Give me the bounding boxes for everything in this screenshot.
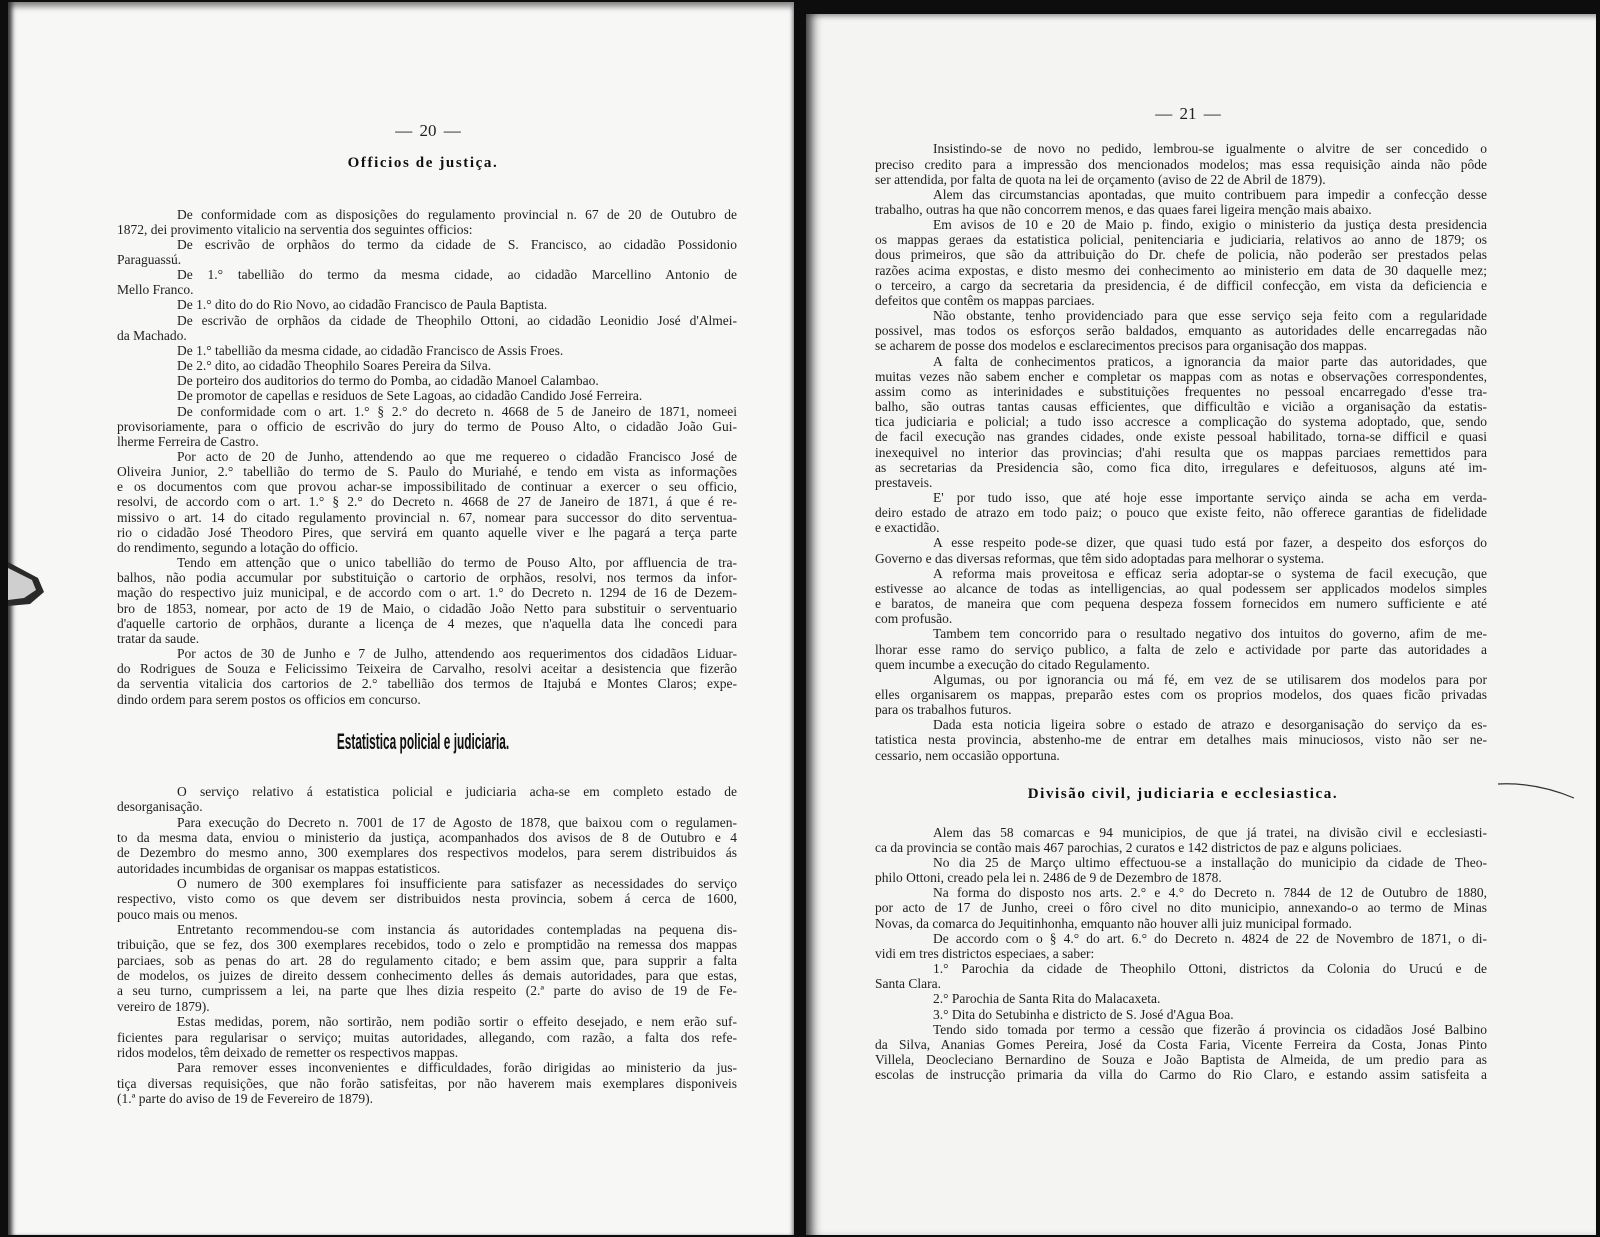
text-line: dous primeiros, que são da attribuição do Dr. chefe de policia, não poderão ser prestados pelas [875, 247, 1487, 263]
text-line: por acto de 17 de Junho, creei o fôro civel no dito municipio, annexando-o ao termo de Minas [875, 900, 1487, 916]
paragraph [117, 207, 737, 237]
section-body [117, 207, 737, 707]
text-line: quem incumbe a execução do citado Regulamento. [875, 656, 1150, 672]
paragraph [875, 354, 1487, 490]
text-line: De conformidade com o art. 1.° § 2.° do decreto n. 4668 de 5 de Janeiro de 1871, nomeei [177, 403, 737, 419]
paragraph [117, 343, 737, 358]
text-line: 3.° Dita do Setubinha e districto de S. José d'Agua Boa. [933, 1006, 1234, 1022]
text-line: balho, são outras tantas causas efficientes, que difficultão e vicião a organisação da estatis- [875, 399, 1487, 415]
text-line: os mappas geraes da estatistica policial, penitenciaria e judiciaria, relativos ao anno de 1879; os [875, 232, 1487, 248]
left-page [8, 2, 794, 1235]
paragraph [875, 672, 1487, 717]
paragraph [117, 876, 737, 922]
text-line: d'aquelle cartorio de orphãos, durante a licença de 4 mezes, que n'aquella data lhe concedi para [117, 615, 737, 631]
text-line: tratar da saude. [117, 630, 200, 646]
text-line: parciaes, sob as penas do art. 28 do regulamento citado; e bem assim que, para supprir a falta [117, 952, 737, 968]
text-line: balhos, não podia accumular por substituição o cartorio de orphãos, resolvi, nos termos da infor- [117, 570, 737, 586]
paragraph [875, 490, 1487, 535]
paragraph [117, 815, 737, 876]
text-line: De 1.° tabellião da mesma cidade, ao cidadão Francisco de Assis Froes. [177, 342, 564, 358]
text-line: De accordo com o § 4.° do art. 6.° do Decreto n. 4824 de 22 de Novembro de 1871, o di- [933, 930, 1487, 946]
paragraph [875, 855, 1487, 885]
text-line: De porteiro dos auditorios do termo do Pomba, ao cidadão Manoel Calambao. [177, 373, 599, 389]
paragraph [117, 297, 737, 312]
text-line: missivo o art. 14 do citado regulamento provincial n. 67, nomear para successor do dito serventua- [117, 509, 737, 525]
text-line: Para execução do Decreto n. 7001 de 17 de Agosto de 1878, que baixou com o regulamen- [177, 814, 737, 830]
text-line: cessario, nem occasião opportuna. [875, 747, 1060, 763]
paragraph [117, 922, 737, 1014]
text-line: De promotor de capellas e residuos de Sete Lagoas, ao cidadão Candido José Ferreira. [177, 388, 643, 404]
text-line: tiça diversas requisições, que não forão satisfeitas, por não haverem mais exemplares disponiveis [117, 1075, 737, 1091]
text-line: Estas medidas, porem, não sortirão, nem podião sortir o effeito desejado, e nem erão suf- [177, 1014, 737, 1030]
text-line: lherme Ferreira de Castro. [117, 433, 259, 449]
paragraph [117, 388, 737, 403]
text-line: desorganisação. [117, 799, 203, 815]
text-line: Por actos de 30 de Junho e 7 de Julho, attendendo aos requerimentos dos cidadãos Liduar- [177, 646, 737, 662]
text-line: rio o cidadão José Theodoro Pires, que servirá em quanto aquelle viver e lhe pagará a terça parte [117, 524, 737, 540]
text-line: De 1.° dito do do Rio Novo, ao cidadão Francisco de Paula Baptista. [177, 297, 548, 313]
text-line: De 2.° dito, ao cidadão Theophilo Soares Pereira da Silva. [177, 358, 492, 374]
paragraph [117, 784, 737, 815]
text-line: No dia 25 de Março ultimo effectuou-se a installação do municipio da cidade de Theo- [933, 855, 1487, 870]
text-line: lhorar esse ramo do serviço publico, a falta de zelo e actividade por parte das autoridades a [875, 641, 1487, 657]
text-line: De escrivão de orphãos da cidade de Theophilo Ottoni, ao cidadão Leonidio José d'Almei- [177, 312, 737, 328]
text-line: vereiro de 1879). [117, 998, 210, 1014]
section-heading: Divisão civil, judiciaria e ecclesiastica. [1027, 785, 1339, 802]
text-line: tribuição, que se fez, dos 300 exemplares recebidos, todo o zelo e promptidão na remessa dos mappas [117, 937, 737, 953]
text-line: Santa Clara. [875, 976, 941, 992]
text-line: Tendo em attenção que o unico tabellião do termo de Pouso Alto, por affluencia de tra- [177, 555, 737, 571]
text-line: dindo ordem para serem postos os officios em concurso. [117, 691, 421, 707]
text-line: Algumas, ou por ignorancia ou má fé, em vez de se utilisarem dos modelos para por [933, 671, 1487, 687]
paragraph [875, 931, 1487, 961]
text-line: pouco mais ou menos. [117, 906, 238, 922]
paragraph [117, 449, 737, 555]
text-line: de modelos, os juizes de direito dessem conhecimento delles ás demais autoridades, para que estas, [117, 968, 737, 984]
text-line: prestaveis. [875, 474, 933, 490]
text-line: muitas vezes não sabem encher e completar os mappas com as notas e observações correspondentes, [875, 368, 1487, 384]
text-line: (1.ª parte do aviso de 19 de Fevereiro de 1879). [117, 1090, 374, 1106]
text-line: Paraguassú. [117, 251, 182, 267]
paragraph [875, 1022, 1487, 1083]
text-line: Dada esta noticia ligeira sobre o estado de atrazo e desorganisação do serviço da es- [933, 717, 1487, 733]
text-line: Oliveira Junior, 2.° tabellião do termo de S. Paulo do Muriahé, e tendo em vista as informações [117, 464, 737, 480]
text-line: deiro estado de atrazo em todo paiz; o pouco que existe feito, não offerece garantias de fidelidade [875, 505, 1487, 521]
paragraph [117, 358, 737, 373]
right-page [806, 14, 1596, 1235]
text-line: Insistindo-se de novo no pedido, lembrou-se igualmente o alvitre de ser concedido o [933, 141, 1487, 157]
text-line: provisoriamente, para o officio de escrivão do jury do termo de Pouso Alto, o cidadão João Gui- [117, 418, 737, 434]
paragraph [117, 313, 737, 343]
text-line: Villela, Deocleciano Bernardino de Souza e João Baptista de Almeida, de um predio para as [875, 1052, 1487, 1068]
paragraph [875, 885, 1487, 930]
text-line: se acharem de posse dos modelos e esclarecimentos precisos para organisação dos mappas. [875, 338, 1367, 354]
text-line: preciso credito para a impressão dos mencionados modelos; mas essa requisição ainda não pôde [875, 156, 1487, 172]
paragraph [117, 646, 737, 707]
text-line: ficientes para regularisar o serviço; muitas autoridades, allegando, com razão, a falta dos refe- [117, 1029, 737, 1045]
text-line: e exactidão. [875, 520, 940, 536]
section-body [875, 825, 1487, 1083]
text-line: razões acima expostas, e disto mesmo dei conhecimento ao ministerio em data de 30 daquelle mez; [875, 262, 1487, 278]
text-line: respectivo, visto como os que devem ser distribuidos nesta provincia, sobem á cerca de 1600, [117, 891, 737, 907]
paragraph [875, 566, 1487, 627]
text-line: 1.° Parochia da cidade de Theophilo Ottoni, districtos da Colonia do Urucú e de [933, 961, 1487, 977]
paragraph [875, 535, 1487, 565]
text-line: possivel, mas todos os esforços serão baldados, emquanto as autoridades delle encarregadas não [875, 323, 1487, 339]
paragraph [875, 825, 1487, 855]
page-edge-fold [8, 558, 48, 610]
text-line: ridos modelos, têm deixado de remetter os respectivos mappas. [117, 1044, 459, 1060]
text-line: A falta de conhecimentos praticos, a ignorancia da maior parte das autoridades, que [933, 353, 1487, 369]
paragraph [875, 991, 1487, 1006]
paragraph [875, 308, 1487, 353]
text-line: E' por tudo isso, que até hoje esse importante serviço ainda se acha em verda- [933, 489, 1487, 505]
page-number: — 21 — [1155, 104, 1221, 123]
text-line: resolvi, de accordo com o art. 1.° § 2.° do Decreto n. 4668 de 27 de Janeiro de 1871, á que é re- [117, 494, 737, 510]
text-line: Novas, da comarca do Jequitinhonha, emquanto não houver alli juiz municipal formado. [875, 915, 1352, 931]
paragraph [875, 217, 1487, 308]
text-line: defeitos que contêm os mappas parciaes. [875, 292, 1095, 308]
section-body [875, 141, 1487, 762]
paragraph [117, 267, 737, 297]
text-line: De escrivão de orphãos do termo da cidade de S. Francisco, ao cidadão Possidonio [177, 236, 737, 252]
paragraph [117, 1060, 737, 1106]
text-line: O numero de 300 exemplares foi insufficiente para satisfazer as necessidades do serviço [177, 876, 737, 892]
text-line: tatistica nesta provincia, abstenho-me de entrar em detalhes mais minuciosos, visto não ser ne- [875, 732, 1487, 748]
section-heading: Estatistica policial e judiciaria. [336, 728, 510, 754]
text-line: Mello Franco. [117, 282, 194, 298]
text-line: elles organisarem os mappas, preparão estes com os proprios modelos, dos quaes ficão privadas [875, 687, 1487, 703]
text-line: vidi em tres districtos especiaes, a saber: [875, 945, 1095, 961]
text-line: da Silva, Ananias Gomes Pereira, José da Costa Faria, Vicente Ferreira da Costa, Jonas Pinto [875, 1036, 1487, 1052]
text-line: estivesse ao alcance de todas as intelligencias, ao qual podessem ser applicados modelos simples [875, 580, 1487, 596]
text-line: mação do respectivo juiz municipal, e de accordo com o art. 1.° do Decreto n. 1294 de 16 de Dezem- [117, 585, 737, 601]
text-line: com profusão. [875, 611, 953, 627]
text-line: de facil execução nas grandes cidades, onde existe pessoal habilitado, torna-se difficil e quasi [875, 429, 1487, 445]
text-line: Tambem tem concorrido para o resultado negativo dos intuitos do governo, afim de me- [933, 626, 1487, 642]
paragraph [117, 404, 737, 449]
text-line: Na forma do disposto nos arts. 2.° e 4.° do Decreto n. 7844 de 12 de Outubro de 1880, [933, 885, 1487, 901]
paragraph [117, 373, 737, 388]
text-line: inexequivel no interior das provincias; d'ahi resulta que os mappas parciaes remettidos para [875, 444, 1487, 460]
page-number: — 20 — [395, 121, 461, 140]
text-line: Alem das circumstancias apontadas, que muito contribuem para impedir a confecção desse [933, 186, 1487, 202]
paragraph [875, 187, 1487, 217]
text-line: assim como as interinidades e substituições frequentes no pessoal encarregado d'esse tra- [875, 383, 1487, 399]
text-line: Tendo sido tomada por termo a cessão que fizerão á provincia os cidadãos José Balbino [933, 1021, 1487, 1037]
text-line: para os trabalhos futuros. [875, 702, 1012, 718]
paragraph [117, 1014, 737, 1060]
text-line: Para remover esses inconvenientes e difficuldades, forão dirigidas ao ministerio da jus- [177, 1060, 737, 1076]
section-body [117, 784, 737, 1106]
text-line: Governo e das diversas reformas, que têm sido adoptadas para melhorar o systema. [875, 550, 1325, 566]
text-line: ser attendida, por falta de quota na lei de orçamento (aviso de 22 de Abril de 1879). [875, 171, 1326, 187]
paragraph [875, 717, 1487, 762]
text-line: de Dezembro do mesmo anno, 300 exemplares dos respectivos modelos, para serem distribuidos ás [117, 845, 737, 861]
text-line: trabalho, outras ha que não concorrem menos, e das quaes farei ligeira menção mais abaixo. [875, 202, 1372, 218]
stray-pen-mark [1496, 778, 1576, 802]
paragraph [117, 237, 737, 267]
text-line: escolas de instrucção primaria da villa do Carmo do Rio Claro, e estando assim satisfeita a [875, 1067, 1487, 1083]
text-line: o terceiro, a cargo da secretaria da presidencia, é de difficil confecção, em vista da deficiencia e [875, 277, 1487, 293]
text-line: Por acto de 20 de Junho, attendendo ao que me requereo o cidadão Francisco José de [177, 449, 737, 464]
text-line: O serviço relativo á estatistica policial e judiciaria acha-se em completo estado de [177, 784, 737, 799]
text-line: Não obstante, tenho providenciado para que esse serviço seja feito com a regularidade [933, 308, 1487, 324]
text-line: autoridades incumbidas de organisar os mappas estatisticos. [117, 860, 441, 876]
paragraph [875, 141, 1487, 186]
text-line: tica judiciaria e policial; a tudo isso accresce a complicação do systema adoptado, que, sendo [875, 414, 1487, 430]
text-line: e baratos, de maneira que com pequena despeza fossem fornecidos em numero sufficiente e até [875, 596, 1487, 612]
text-line: Alem das 58 comarcas e 94 municipios, de que já tratei, na divisão civil e ecclesiasti- [933, 824, 1487, 840]
text-line: philo Ottoni, creado pela lei n. 2486 de 9 de Dezembro de 1878. [875, 870, 1222, 886]
text-line: 2.° Parochia de Santa Rita do Malacaxeta. [933, 991, 1161, 1007]
paragraph [875, 1007, 1487, 1022]
text-line: a seu turno, cumprissem a lei, na parte que lhes dizia respeito (2.ª parte do aviso de 19 de Fe- [117, 983, 737, 999]
text-line: Em avisos de 10 e 20 de Maio p. findo, exigio o ministerio da justiça desta presidencia [933, 217, 1487, 233]
text-line: do Rodrigues de Souza e Felicissimo Teixeira de Carvalho, resolvi aceitar a desistencia que fizerão [117, 661, 737, 677]
text-line: e os documentos com que provou achar-se impossibilitado de continuar a exercer o seu officio, [117, 479, 737, 495]
text-line: A esse respeito pode-se dizer, que quasi tudo está por fazer, a despeito dos esforços do [933, 535, 1487, 551]
text-line: ca da provincia se contão mais 467 parochias, 2 curatos e 142 districtos de paz e alguns policiaes. [875, 839, 1402, 855]
text-line: da serventia vitalicia dos cartorios de 2.° tabellião dos termos de Itajubá e Montes Claros; expe- [117, 676, 737, 692]
text-line: as secretarias da Presidencia são, como fica dito, irregulares e defeituosos, alguns até im- [875, 459, 1487, 475]
text-line: do rendimento, segundo a lotação do officio. [117, 539, 359, 555]
text-line: A reforma mais proveitosa e efficaz seria adoptar-se o systema de facil execução, que [933, 565, 1487, 581]
text-line: to da mesma data, enviou o ministerio da justiça, acompanhados dos avisos de 8 de Outubro e 4 [117, 830, 737, 846]
paragraph [117, 555, 737, 646]
text-line: 1872, dei provimento vitalicio na serventia dos seguintes officios: [117, 221, 473, 237]
paragraph [875, 961, 1487, 991]
text-line: Entretanto recommendou-se com instancia ás autoridades contempladas na pequena dis- [177, 922, 737, 938]
text-line: da Machado. [117, 327, 187, 343]
text-line: De 1.° tabellião do termo da mesma cidade, ao cidadão Marcellino Antonio de [177, 267, 737, 283]
paragraph [875, 626, 1487, 671]
text-line: bro de 1853, nomear, por acto de 19 de Maio, o cidadão João Netto para substituir o serventuario [117, 600, 737, 616]
text-line: De conformidade com as disposições do regulamento provincial n. 67 de 20 de Outubro de [177, 206, 737, 222]
section-heading: Officios de justiça. [347, 155, 499, 171]
